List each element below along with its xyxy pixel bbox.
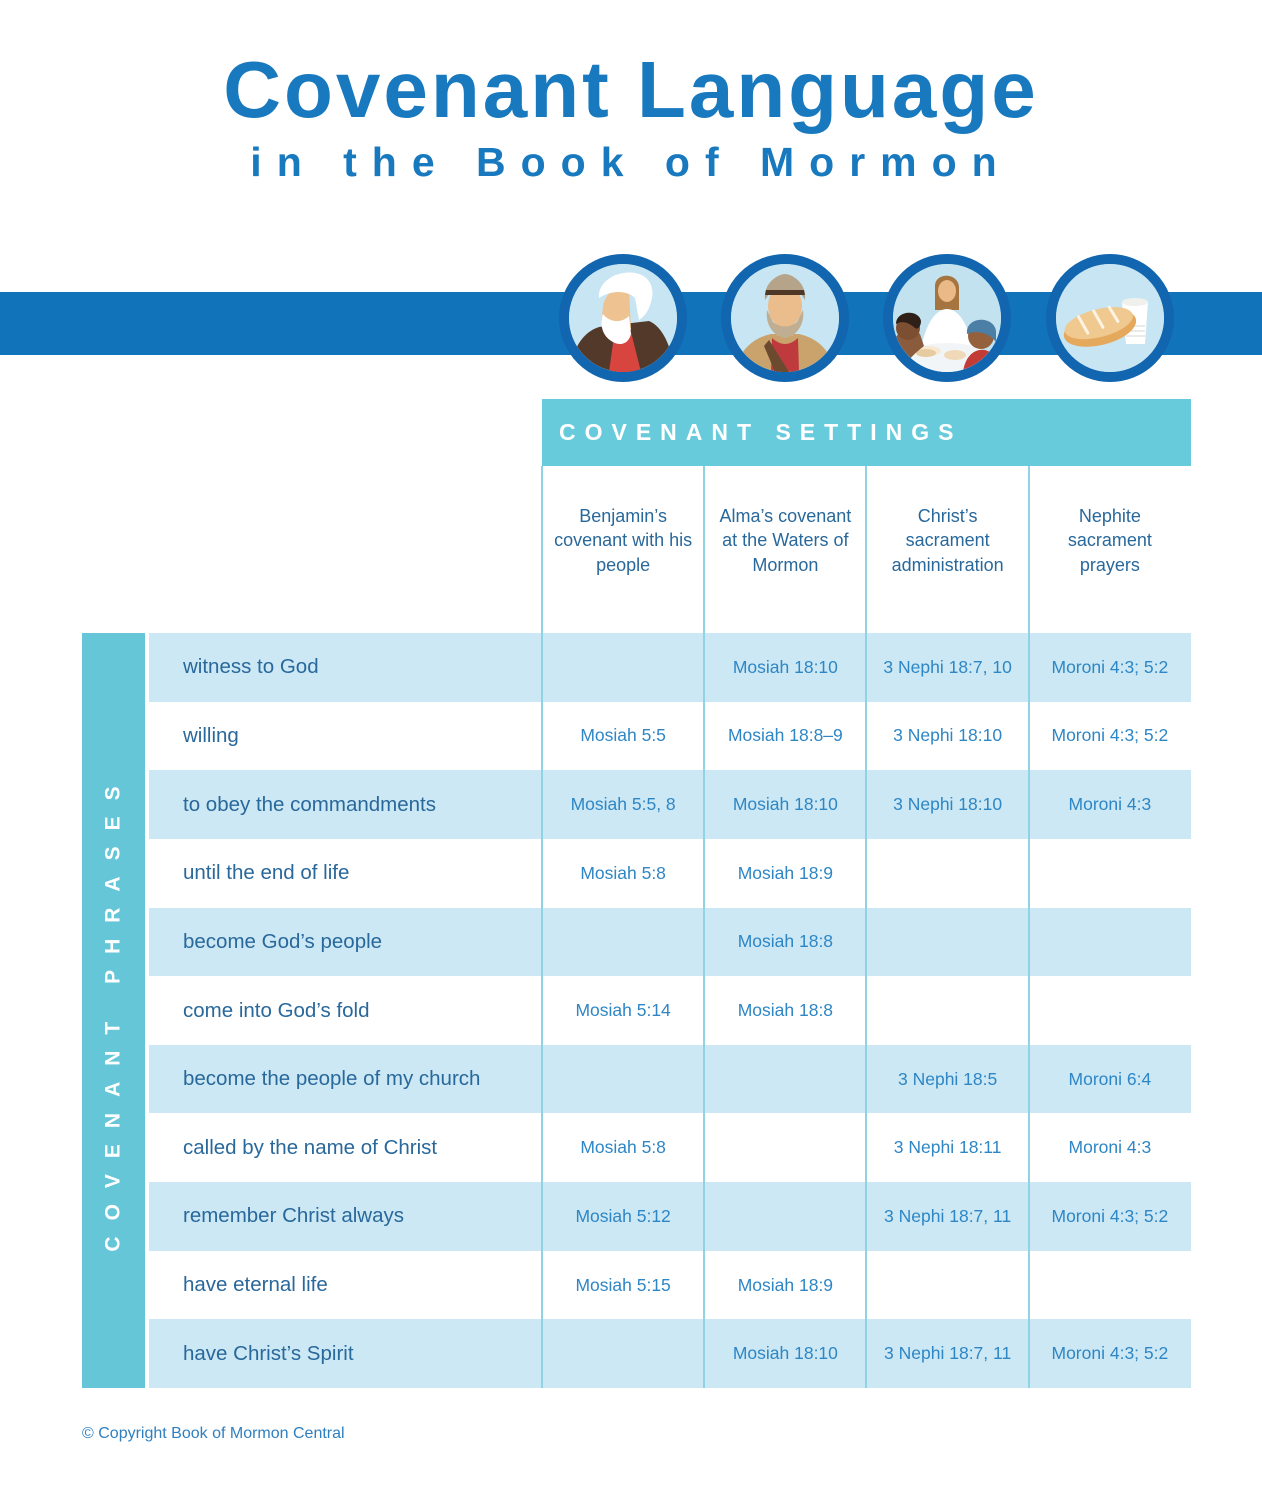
ref-cell: Mosiah 18:10 (732, 794, 838, 815)
table-row (149, 1182, 1191, 1251)
ref-cell: Moroni 4:3 (1068, 1137, 1152, 1158)
bread-and-cup-svg (1056, 264, 1164, 372)
table-row (149, 1113, 1191, 1182)
alma-portrait-svg (731, 264, 839, 372)
covenant-phrase: called by the name of Christ (183, 1135, 438, 1159)
grid-line (1028, 466, 1030, 1388)
table-row (149, 1045, 1191, 1114)
table-row (149, 770, 1191, 839)
covenant-phrase: willing (183, 723, 239, 747)
covenant-phrase: remember Christ always (183, 1204, 404, 1228)
ref-cell: 3 Nephi 18:7, 11 (884, 1205, 1012, 1226)
benjamin-portrait-svg (569, 264, 677, 372)
covenant-phrase: to obey the commandments (183, 792, 436, 816)
table-row (149, 1319, 1191, 1388)
christ-sacrament-icon (883, 254, 1011, 382)
ref-cell: Mosiah 18:9 (737, 862, 834, 883)
table-row (149, 908, 1191, 977)
bread-and-cup-icon (1046, 254, 1174, 382)
ref-cell: Mosiah 5:15 (575, 1274, 671, 1295)
ref-cell: Moroni 6:4 (1068, 1068, 1152, 1089)
page-subtitle: in the Book of Mormon (250, 139, 1012, 185)
copyright-notice: © Copyright Book of Mormon Central (82, 1425, 345, 1442)
ref-cell: Mosiah 5:8 (580, 862, 666, 883)
alma-portrait-icon (721, 254, 849, 382)
covenant-phrase: have Christ’s Spirit (183, 1341, 354, 1365)
ref-cell: 3 Nephi 18:7, 11 (884, 1343, 1012, 1364)
title-block (0, 45, 1262, 186)
ref-cell: Mosiah 5:8 (580, 1137, 666, 1158)
ref-cell: 3 Nephi 18:10 (893, 794, 1003, 815)
covenant-phrase: come into God’s fold (183, 998, 370, 1022)
grid-line (865, 466, 867, 1388)
ref-cell: 3 Nephi 18:10 (893, 725, 1003, 746)
ref-cell: Mosiah 5:5 (580, 725, 666, 746)
ref-cell: Moroni 4:3; 5:2 (1051, 656, 1169, 677)
covenant-phrase: witness to God (183, 655, 319, 679)
ref-cell: 3 Nephi 18:11 (893, 1137, 1002, 1158)
column-header-benjamin: Benjamin’s covenant with his people (554, 506, 693, 575)
ref-cell: Mosiah 18:8–9 (727, 725, 843, 746)
ref-cell: Mosiah 18:10 (732, 656, 838, 677)
ref-cell: Moroni 4:3; 5:2 (1051, 1343, 1169, 1364)
ref-cell: Mosiah 18:10 (732, 1343, 838, 1364)
covenant-phrases-label: COVENANT PHRASES (101, 769, 125, 1252)
covenant-phrase: have eternal life (183, 1273, 328, 1297)
table-row (149, 976, 1191, 1045)
ref-cell: 3 Nephi 18:5 (898, 1068, 998, 1089)
covenant-settings-header: COVENANT SETTINGS (542, 399, 1191, 466)
ref-cell: Mosiah 18:8 (737, 931, 834, 952)
column-header-alma: Alma’s covenant at the Waters of Mormon (719, 506, 852, 575)
table-row (149, 1251, 1191, 1320)
benjamin-portrait-icon (559, 254, 687, 382)
grid-line (541, 466, 543, 1388)
ref-cell: Mosiah 5:12 (575, 1205, 671, 1226)
ref-cell: Moroni 4:3 (1068, 794, 1152, 815)
ref-cell: Mosiah 5:14 (575, 1000, 671, 1021)
covenant-phrase: become the people of my church (183, 1067, 481, 1091)
ref-cell: Mosiah 5:5, 8 (570, 794, 676, 815)
column-header-christ: Christ’s sacrament administration (891, 506, 1004, 575)
covenant-phrase: become God’s people (183, 929, 383, 953)
ref-cell: Moroni 4:3; 5:2 (1051, 725, 1169, 746)
ref-cell: Moroni 4:3; 5:2 (1051, 1205, 1169, 1226)
table-row (149, 702, 1191, 771)
ref-cell: Mosiah 18:8 (737, 1000, 834, 1021)
grid-line (703, 466, 705, 1388)
christ-sacrament-svg (893, 264, 1001, 372)
covenant-phrase: until the end of life (183, 861, 350, 885)
page-title: Covenant Language (223, 45, 1039, 134)
table-row (149, 839, 1191, 908)
covenant-phrases-sidebar (82, 633, 145, 1388)
ref-cell: Mosiah 18:9 (737, 1274, 834, 1295)
table-row (149, 633, 1191, 702)
ref-cell: 3 Nephi 18:7, 10 (883, 656, 1012, 677)
column-header-nephite: Nephite sacrament prayers (1067, 506, 1152, 575)
table-body (149, 633, 1191, 1388)
